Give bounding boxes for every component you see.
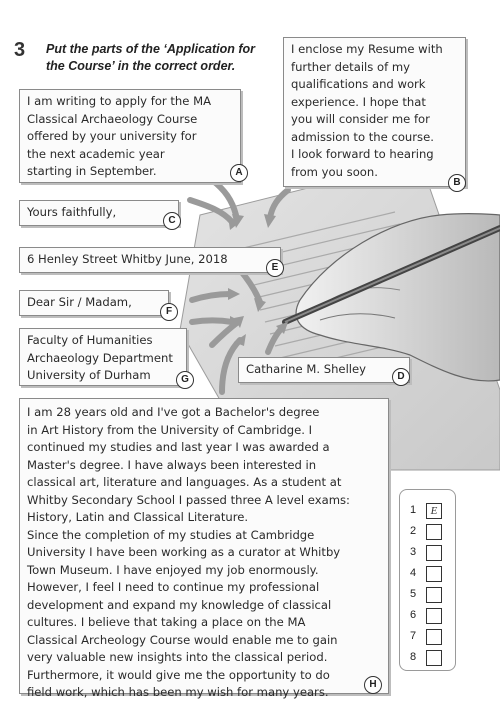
part-text-line: University I have been working as a curator at Whitby xyxy=(27,545,341,559)
answer-box[interactable] xyxy=(426,608,442,624)
part-text-line: However, I feel I need to continue my professional xyxy=(27,580,320,594)
part-text-line: Whitby Secondary School I passed three A level exams: xyxy=(27,492,350,507)
part-text-line: History, Latin and Classical Literature. xyxy=(27,510,249,524)
part-text-line: I am writing to apply for the MA xyxy=(27,94,212,108)
part-text-line: offered by your university for xyxy=(27,129,197,143)
part-text-line: 6 Henley Street Whitby June, 2018 xyxy=(27,252,228,266)
answer-box[interactable] xyxy=(426,524,442,540)
part-text-line: Archaeology Department xyxy=(27,350,173,365)
part-text-line: University of Durham xyxy=(27,368,151,382)
letter-part-e xyxy=(19,247,281,273)
part-text-line: Classical Archaeology Course xyxy=(27,111,198,126)
part-letter-badge-c: C xyxy=(163,212,181,230)
part-text-line: I look forward to hearing xyxy=(291,147,434,161)
letter-part-g xyxy=(19,328,187,386)
part-text-line: very valuable new insights into the classical period. xyxy=(27,650,328,664)
answer-number: 5 xyxy=(410,588,417,600)
part-text-line: Yours faithfully, xyxy=(27,205,117,219)
part-letter-badge-h: H xyxy=(364,676,382,694)
part-text-line: Faculty of Humanities xyxy=(27,333,153,347)
exercise-number: 3 xyxy=(14,39,26,61)
part-letter-badge-b: B xyxy=(448,174,466,192)
part-text-line: you will consider me for xyxy=(291,112,430,126)
answer-row xyxy=(410,523,450,543)
letter-part-a xyxy=(19,89,241,183)
part-text-line: admission to the course. xyxy=(291,129,434,144)
exercise-instruction xyxy=(46,41,276,75)
letter-part-c xyxy=(19,200,179,226)
part-letter-badge-a: A xyxy=(230,164,248,182)
answer-number: 8 xyxy=(410,651,417,663)
part-text-line: I am 28 years old and I've got a Bachelor's degree xyxy=(27,405,320,419)
part-text-line: experience. I hope that xyxy=(291,94,426,109)
part-text-line: Since the completion of my studies at Cambridge xyxy=(27,527,315,542)
letter-part-h xyxy=(19,398,389,699)
answer-row xyxy=(410,586,450,606)
part-text-line: development and expand my knowledge of classical xyxy=(27,597,332,612)
part-text-line: continued my studies and last year I was awarded a xyxy=(27,440,330,454)
part-letter-badge-e: E xyxy=(266,259,284,277)
part-text-line: further details of my xyxy=(291,59,411,74)
instruction-line: Put the parts of the ‘Application for xyxy=(46,42,256,56)
answer-number: 7 xyxy=(410,630,417,642)
part-letter-badge-f: F xyxy=(160,303,178,321)
answer-box[interactable] xyxy=(426,650,442,666)
part-text-line: qualifications and work xyxy=(291,77,426,91)
part-letter-badge-g: G xyxy=(176,371,194,389)
answer-box[interactable] xyxy=(426,629,442,645)
part-text-line: I enclose my Resume with xyxy=(291,42,443,56)
answer-box[interactable] xyxy=(426,587,442,603)
answer-order-panel xyxy=(399,489,456,671)
part-text-line: Dear Sir / Madam, xyxy=(27,295,132,309)
answer-number: 2 xyxy=(410,525,417,537)
answer-box[interactable] xyxy=(426,566,442,582)
answer-box[interactable]: E xyxy=(426,503,442,519)
answer-row xyxy=(410,565,450,585)
letter-part-b xyxy=(283,37,466,187)
answer-row xyxy=(410,628,450,648)
letter-part-f xyxy=(19,290,169,316)
part-text-line: field work, which has been my wish for many years. xyxy=(27,685,329,699)
part-text-line: Catharine M. Shelley xyxy=(246,362,367,376)
part-text-line: from you soon. xyxy=(291,164,378,179)
answer-box[interactable] xyxy=(426,545,442,561)
answer-number: 4 xyxy=(410,567,417,579)
part-text-line: starting in September. xyxy=(27,164,157,178)
part-text-line: Master's degree. I have always been interested in xyxy=(27,457,317,472)
part-text-line: cultures. I believe that taking a place on the MA xyxy=(27,615,306,629)
answer-number: 6 xyxy=(410,609,417,621)
answer-row xyxy=(410,544,450,564)
letter-part-d xyxy=(238,357,410,383)
part-text-line: the next academic year xyxy=(27,146,165,161)
part-letter-badge-d: D xyxy=(392,368,410,386)
part-text-line: Classical Archeology Course would enable me to gain xyxy=(27,632,338,647)
part-text-line: Furthermore, it would give me the opportunity to do xyxy=(27,667,330,682)
part-text-line: Town Museum. I have enjoyed my job enormously. xyxy=(27,562,319,577)
answer-number: 3 xyxy=(410,546,417,558)
answer-row xyxy=(410,649,450,669)
answer-number: 1 xyxy=(410,504,417,516)
answer-row xyxy=(410,502,450,522)
part-text-line: in Art History from the University of Cambridge. I xyxy=(27,422,313,437)
answer-row xyxy=(410,607,450,627)
instruction-line: the Course’ in the correct order. xyxy=(46,59,236,73)
part-text-line: classical art, literature and languages. As a student at xyxy=(27,475,342,489)
